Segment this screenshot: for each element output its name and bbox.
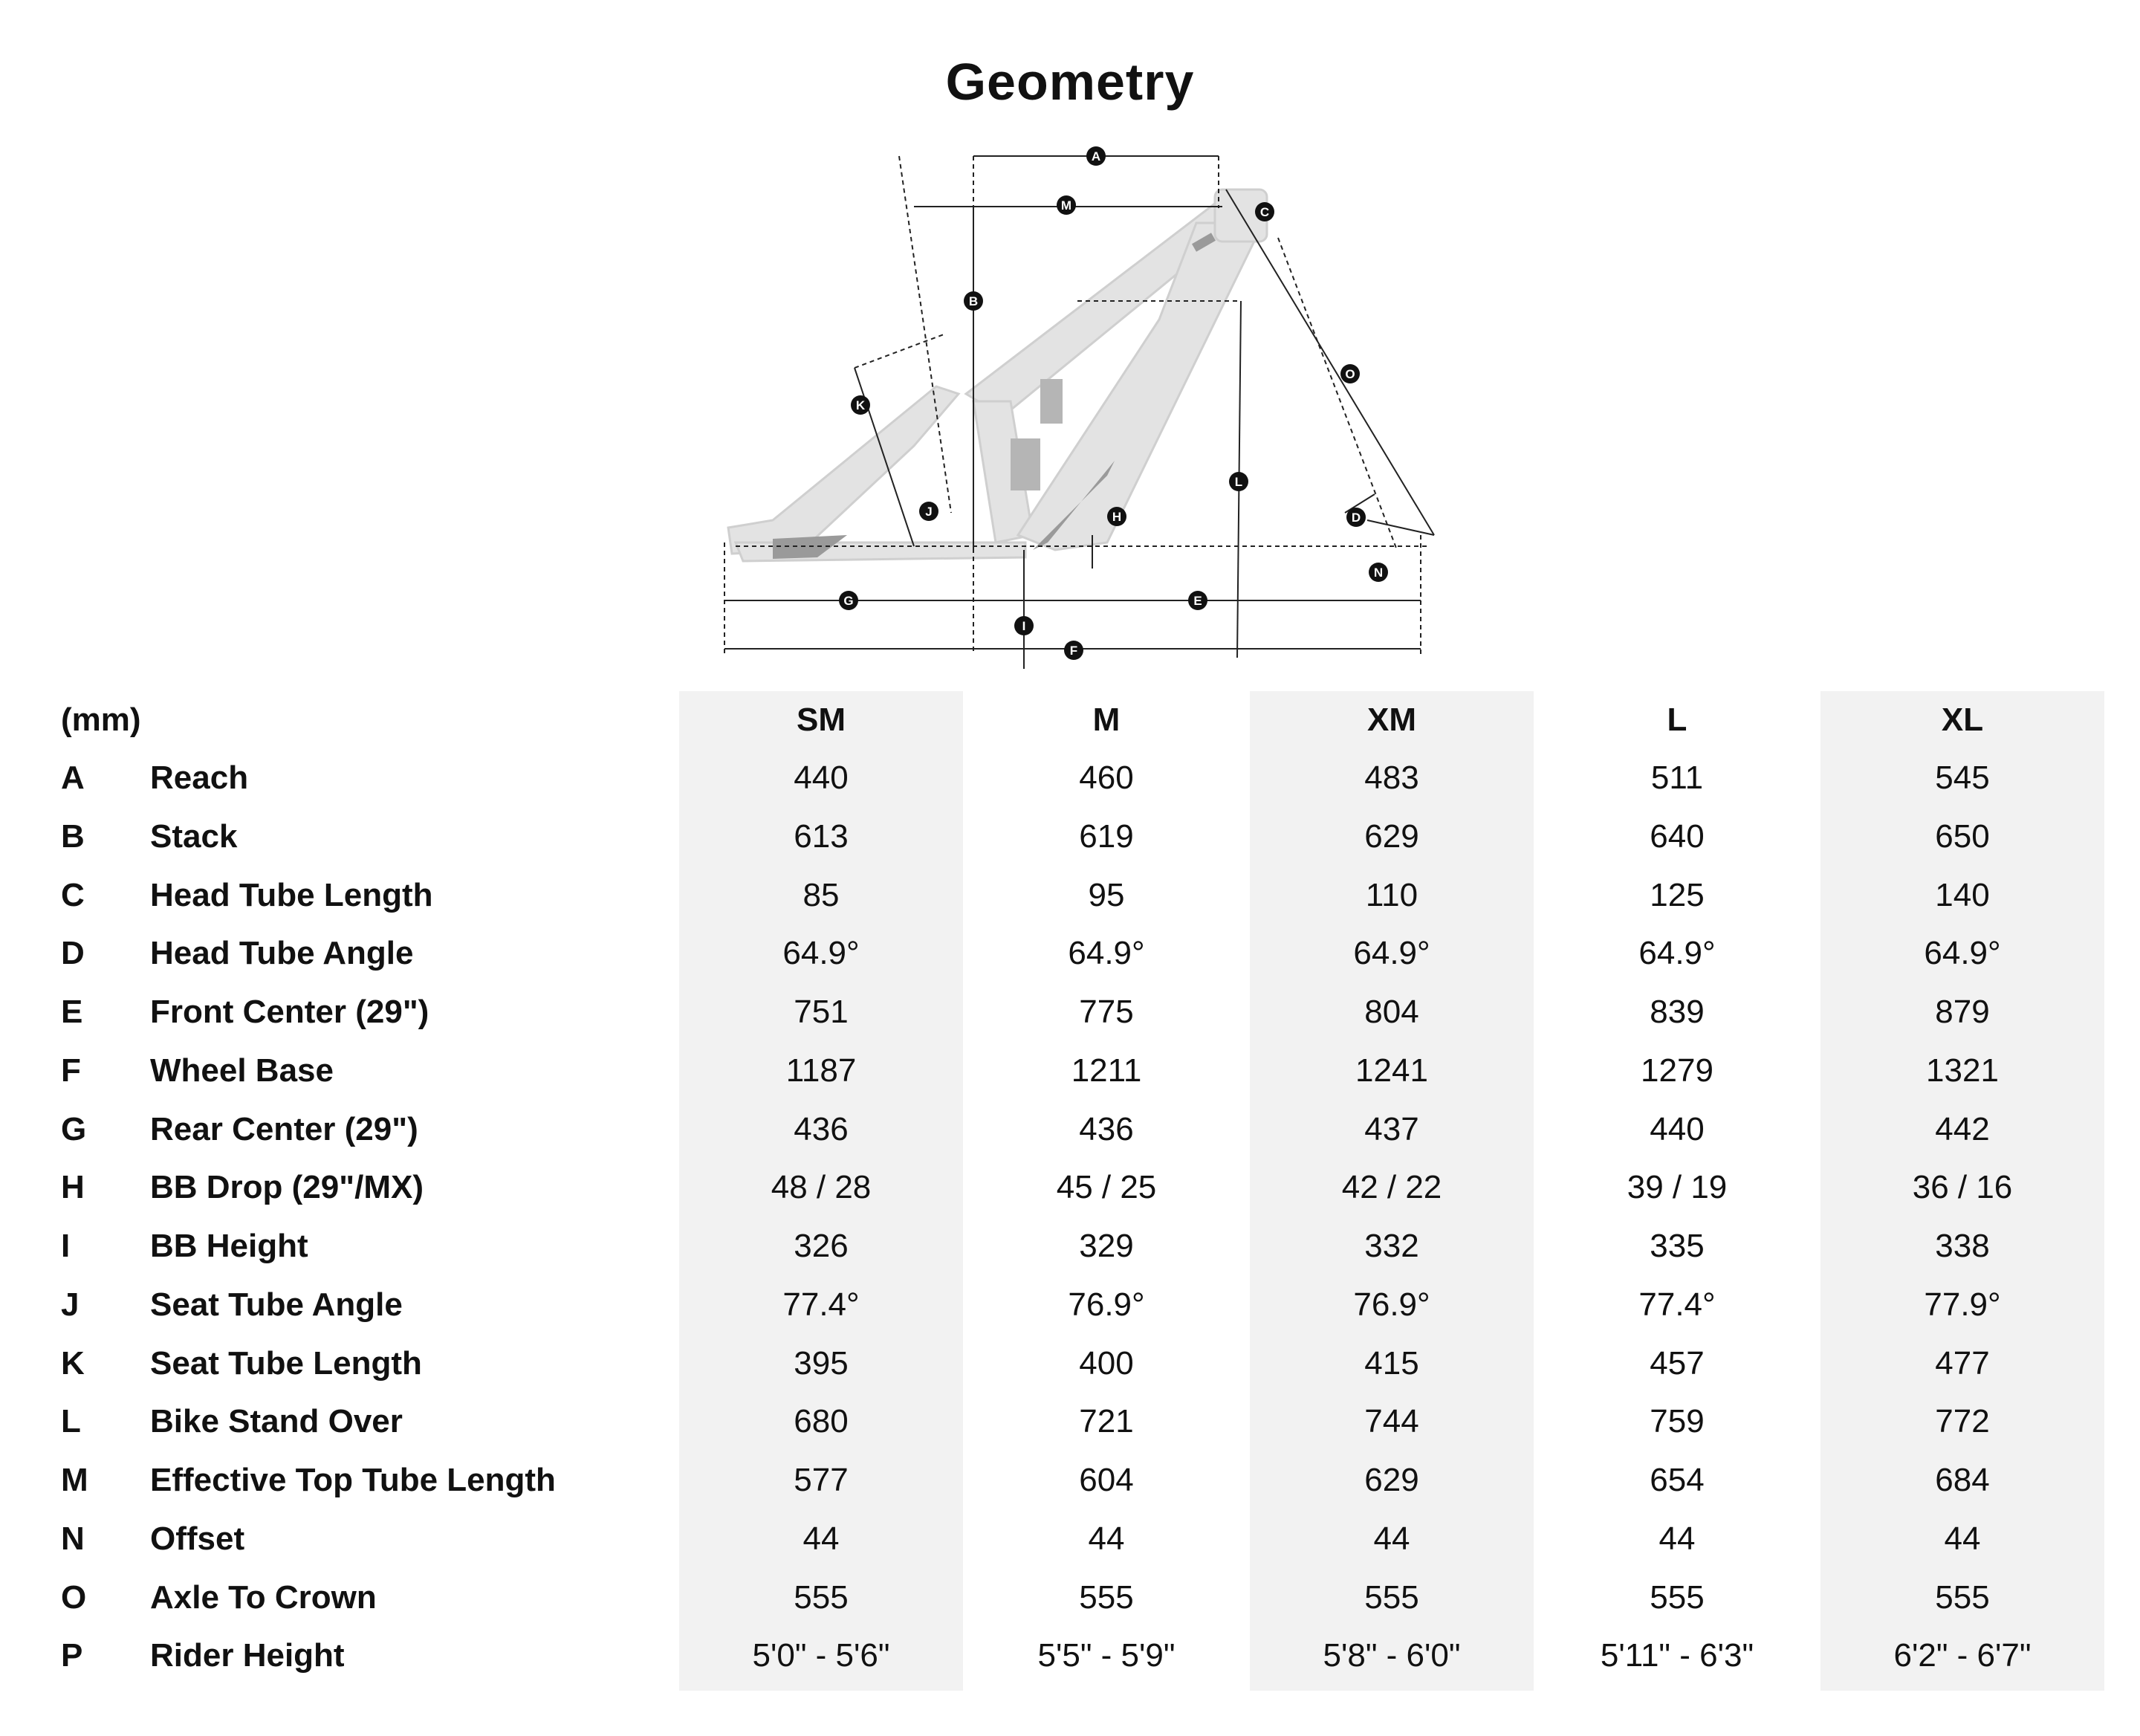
badge-b — [964, 291, 983, 311]
table-cell: 39 / 19 — [1627, 1169, 1728, 1206]
row-letter: L — [61, 1403, 81, 1440]
table-row — [0, 749, 2140, 807]
table-cell: 1321 — [1926, 1052, 1999, 1089]
row-label: Rear Center (29") — [150, 1110, 418, 1147]
table-cell: 77.4° — [782, 1286, 860, 1323]
table-cell: 577 — [794, 1462, 849, 1498]
unit-label: (mm) — [61, 702, 141, 738]
row-letter: G — [61, 1110, 87, 1147]
table-cell: 629 — [1364, 1462, 1419, 1498]
table-cell: 1187 — [785, 1052, 857, 1089]
row-label: Head Tube Length — [150, 876, 433, 913]
bike-frame — [728, 190, 1270, 561]
svg-text:C: C — [1259, 205, 1270, 219]
table-cell: 654 — [1650, 1462, 1705, 1498]
table-cell: 483 — [1364, 760, 1419, 796]
table-cell: 44 — [1088, 1520, 1125, 1557]
row-label: Wheel Base — [150, 1052, 334, 1089]
badge-j — [919, 502, 938, 521]
table-cell: 338 — [1935, 1228, 1990, 1264]
row-label: BB Height — [150, 1228, 308, 1264]
size-header-m: M — [1092, 702, 1121, 738]
table-cell: 335 — [1650, 1228, 1705, 1264]
table-cell: 442 — [1935, 1110, 1990, 1147]
row-letter: J — [61, 1286, 80, 1323]
badge-e — [1188, 591, 1207, 610]
table-cell: 772 — [1935, 1403, 1990, 1440]
table-cell: 326 — [794, 1228, 849, 1264]
table-cell: 604 — [1079, 1462, 1134, 1498]
dimension-lines — [724, 156, 1434, 669]
table-cell: 48 / 28 — [771, 1169, 872, 1206]
size-header-l: L — [1667, 702, 1687, 738]
row-letter: P — [61, 1637, 83, 1674]
table-cell: 5'0" - 5'6" — [752, 1637, 890, 1674]
table-cell: 76.9° — [1068, 1286, 1145, 1323]
table-cell: 44 — [1373, 1520, 1410, 1557]
table-row — [0, 1101, 2140, 1159]
geometry-table — [0, 691, 2140, 1694]
table-cell: 42 / 22 — [1341, 1169, 1442, 1206]
table-cell: 555 — [794, 1578, 849, 1616]
row-label: Effective Top Tube Length — [150, 1462, 556, 1498]
table-cell: 64.9° — [1353, 935, 1430, 972]
badge-c — [1255, 202, 1274, 221]
table-cell: 751 — [794, 994, 849, 1030]
badge-g — [839, 591, 858, 610]
badge-o — [1340, 364, 1360, 383]
table-cell: 140 — [1935, 876, 1990, 913]
table-row — [0, 1510, 2140, 1568]
size-header-sm: SM — [797, 702, 846, 738]
table-row — [0, 1042, 2140, 1100]
table-cell: 77.9° — [1924, 1286, 2001, 1323]
badge-h — [1107, 507, 1126, 526]
row-letter: A — [61, 760, 85, 796]
table-cell: 879 — [1935, 994, 1990, 1030]
table-row — [0, 1569, 2140, 1627]
table-cell: 555 — [1650, 1578, 1705, 1616]
table-cell: 721 — [1079, 1403, 1134, 1440]
row-letter: M — [61, 1462, 88, 1498]
table-cell: 437 — [1364, 1110, 1419, 1147]
table-cell: 44 — [1944, 1520, 1981, 1557]
svg-text:I: I — [1022, 619, 1026, 633]
size-header-xm: XM — [1367, 702, 1416, 738]
geometry-diagram — [698, 141, 1456, 669]
table-row — [0, 1335, 2140, 1393]
table-cell: 744 — [1364, 1403, 1419, 1440]
badge-a — [1086, 146, 1106, 166]
badge-l — [1229, 472, 1248, 491]
row-letter: I — [61, 1228, 71, 1264]
svg-text:F: F — [1069, 644, 1078, 658]
svg-text:L: L — [1234, 475, 1243, 489]
table-cell: 125 — [1650, 876, 1705, 913]
table-cell: 6'2" - 6'7" — [1893, 1637, 2032, 1674]
table-cell: 684 — [1935, 1462, 1990, 1498]
table-cell: 555 — [1364, 1578, 1419, 1616]
row-label: Offset — [150, 1520, 245, 1557]
size-header-xl: XL — [1941, 702, 1984, 738]
badge-k — [851, 395, 870, 415]
row-label: Bike Stand Over — [150, 1403, 403, 1440]
svg-text:G: G — [843, 594, 854, 608]
table-row — [0, 1159, 2140, 1217]
table-cell: 680 — [794, 1403, 849, 1440]
svg-text:B: B — [968, 294, 979, 308]
table-cell: 5'8" - 6'0" — [1323, 1637, 1461, 1674]
svg-text:J: J — [925, 505, 933, 519]
table-cell: 64.9° — [1638, 935, 1716, 972]
table-cell: 36 / 16 — [1912, 1169, 2013, 1206]
row-letter: C — [61, 876, 85, 913]
table-cell: 436 — [1079, 1110, 1134, 1147]
row-label: Stack — [150, 817, 238, 855]
table-cell: 85 — [802, 876, 840, 913]
table-cell: 395 — [794, 1344, 849, 1382]
table-cell: 629 — [1364, 817, 1419, 855]
table-cell: 640 — [1650, 817, 1705, 855]
svg-text:O: O — [1345, 367, 1355, 381]
svg-text:N: N — [1373, 566, 1384, 580]
row-label: BB Drop (29"/MX) — [150, 1169, 424, 1206]
table-cell: 759 — [1650, 1403, 1705, 1440]
row-letter: O — [61, 1578, 87, 1616]
table-cell: 415 — [1364, 1344, 1419, 1382]
table-cell: 64.9° — [1924, 935, 2001, 972]
table-cell: 5'5" - 5'9" — [1037, 1637, 1176, 1674]
table-cell: 5'11" - 6'3" — [1600, 1637, 1754, 1674]
row-label: Front Center (29") — [150, 994, 429, 1030]
badge-n — [1369, 563, 1388, 582]
table-row — [0, 983, 2140, 1041]
table-cell: 440 — [1650, 1110, 1705, 1147]
table-cell: 775 — [1079, 994, 1134, 1030]
badge-i — [1014, 616, 1034, 635]
row-label: Rider Height — [150, 1637, 345, 1674]
row-label: Head Tube Angle — [150, 935, 414, 972]
table-cell: 44 — [802, 1520, 840, 1557]
row-letter: K — [61, 1344, 85, 1382]
table-cell: 64.9° — [782, 935, 860, 972]
row-letter: E — [61, 994, 83, 1030]
table-row — [0, 924, 2140, 982]
table-cell: 95 — [1088, 876, 1125, 913]
svg-text:H: H — [1112, 510, 1122, 524]
badge-f — [1064, 641, 1083, 660]
table-cell: 650 — [1935, 817, 1990, 855]
table-row — [0, 1451, 2140, 1509]
table-cell: 619 — [1079, 817, 1134, 855]
table-cell: 45 / 25 — [1056, 1169, 1157, 1206]
badge-d — [1346, 508, 1366, 527]
table-row — [0, 1276, 2140, 1334]
svg-text:E: E — [1193, 594, 1202, 608]
table-row — [0, 867, 2140, 924]
badge-m — [1057, 195, 1076, 215]
table-cell: 110 — [1365, 876, 1418, 913]
table-cell: 440 — [794, 760, 849, 796]
row-label: Seat Tube Angle — [150, 1286, 403, 1323]
svg-text:M: M — [1060, 198, 1072, 213]
table-cell: 329 — [1079, 1228, 1134, 1264]
table-cell: 555 — [1935, 1578, 1990, 1616]
svg-text:A: A — [1091, 149, 1101, 163]
row-label: Seat Tube Length — [150, 1344, 422, 1382]
table-cell: 545 — [1935, 760, 1990, 796]
table-row — [0, 1627, 2140, 1685]
table-cell: 64.9° — [1068, 935, 1145, 972]
page-title: Geometry — [945, 53, 1195, 111]
row-letter: N — [61, 1520, 85, 1557]
table-row — [0, 1393, 2140, 1451]
table-cell: 839 — [1650, 994, 1705, 1030]
row-letter: B — [61, 817, 85, 855]
svg-text:D: D — [1351, 511, 1361, 525]
table-cell: 400 — [1079, 1344, 1134, 1382]
svg-text:K: K — [855, 398, 866, 412]
row-label: Axle To Crown — [150, 1578, 377, 1616]
table-cell: 332 — [1364, 1228, 1419, 1264]
table-cell: 457 — [1650, 1344, 1705, 1382]
table-row — [0, 1217, 2140, 1275]
table-cell: 555 — [1079, 1578, 1134, 1616]
row-letter: H — [61, 1169, 85, 1206]
table-cell: 460 — [1079, 760, 1134, 796]
table-cell: 76.9° — [1353, 1286, 1430, 1323]
table-cell: 1211 — [1071, 1052, 1142, 1089]
table-cell: 804 — [1364, 994, 1419, 1030]
row-letter: F — [61, 1052, 81, 1089]
table-cell: 436 — [794, 1110, 849, 1147]
row-letter: D — [61, 935, 85, 972]
table-cell: 44 — [1658, 1520, 1696, 1557]
table-cell: 1279 — [1641, 1052, 1713, 1089]
table-row — [0, 808, 2140, 866]
table-cell: 77.4° — [1638, 1286, 1716, 1323]
table-cell: 1241 — [1355, 1052, 1428, 1089]
table-cell: 477 — [1935, 1344, 1990, 1382]
table-cell: 613 — [794, 817, 849, 855]
row-label: Reach — [150, 760, 249, 796]
table-cell: 511 — [1650, 760, 1704, 796]
